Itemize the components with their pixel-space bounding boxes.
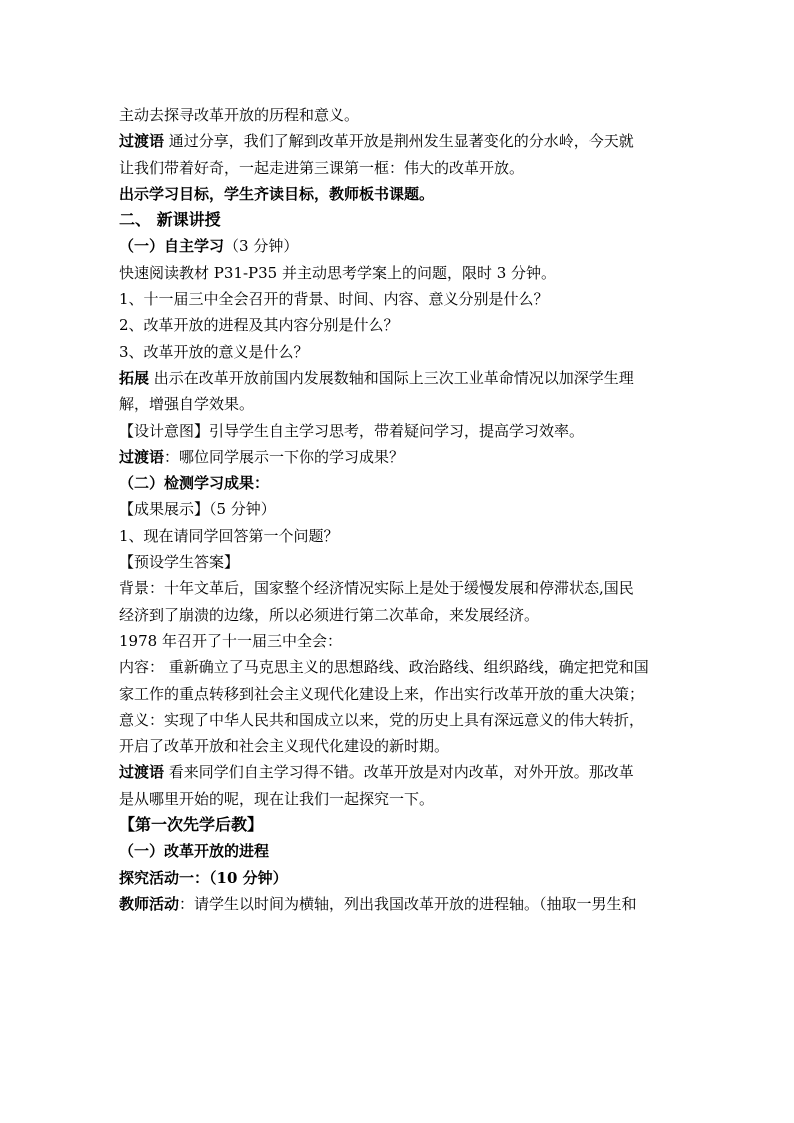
line-text: 家工作的重点转移到社会主义现代化建设上来，作出实行改革开放的重大决策； (119, 684, 645, 703)
text-line (119, 444, 679, 470)
text-line (119, 391, 679, 417)
subsection-label: （一）自主学习 (119, 237, 225, 256)
line-text: 背景：十年文革后，国家整个经济情况实际上是处于缓慢发展和停滞状态,国民 (119, 579, 634, 598)
line-text: ：请学生以时间为横轴，列出我国改革开放的进程轴。（抽取一男生和 (179, 894, 637, 913)
lesson-plan-text (119, 102, 679, 917)
text-line (119, 155, 679, 181)
line-text: （一）改革开放的进程 (119, 842, 270, 861)
text-line (119, 260, 679, 286)
line-text: 看来同学们自主学习得不错。改革开放是对内改革，对外开放。那改革 (168, 763, 634, 782)
subsection-heading (119, 233, 679, 259)
line-text: 【设计意图】引导学生自主学习思考，带着疑问学习，提高学习效率。 (119, 421, 585, 440)
line-text: 是从哪里开始的呢，现在让我们一起探究一下。 (119, 789, 435, 808)
line-text: ：哪位同学展示一下你的学习成果？ (164, 447, 405, 466)
question-item (119, 286, 679, 312)
text-line (119, 549, 679, 575)
line-text: 解，增强自学效果。 (119, 395, 255, 414)
line-text: 3、改革开放的意义是什么？ (119, 342, 309, 361)
question-item (119, 312, 679, 338)
line-text: 意义：实现了中华人民共和国成立以来，党的历史上具有深远意义的伟大转折， (119, 710, 645, 729)
text-line (119, 759, 679, 785)
line-text: （3 分钟） (224, 237, 299, 256)
line-text: 【第一次先学后教】 (119, 815, 264, 835)
text-line (119, 891, 679, 917)
line-text: 重新确立了马克思主义的思想路线、政治路线、组织路线，确定把党和国 (168, 658, 649, 677)
line-text: 【成果展示】（5 分钟） (119, 500, 276, 519)
text-line (119, 496, 679, 522)
line-text: 出示学习目标，学生齐读目标，教师板书课题。 (119, 184, 435, 203)
text-line (119, 102, 679, 128)
line-text: 快速阅读教材 P31-P35 并主动思考学案上的问题，限时 3 分钟。 (119, 263, 557, 282)
subsection-heading (119, 470, 679, 496)
design-intent (119, 418, 679, 444)
text-line (119, 628, 679, 654)
subsection-heading (119, 838, 679, 864)
line-text: （二）检测学习成果： (119, 474, 270, 493)
section-heading (119, 207, 679, 233)
text-line (119, 181, 679, 207)
line-text: 2、改革开放的进程及其内容分别是什么？ (119, 316, 399, 335)
text-line (119, 786, 679, 812)
text-line (119, 128, 679, 154)
teacher-activity-label: 教师活动 (119, 894, 180, 913)
transition-label: 过渡语 (119, 447, 165, 466)
line-text: 通过分享，我们了解到改革开放是荆州发生显著变化的分水岭，今天就 (168, 132, 634, 151)
line-text: （10 分钟） (209, 868, 288, 887)
text-line (119, 602, 679, 628)
text-line (119, 365, 679, 391)
question-item (119, 339, 679, 365)
line-text: 经济到了崩溃的边缘，所以必须进行第二次革命，来发展经济。 (119, 605, 540, 624)
extension-label: 拓展 (119, 368, 150, 387)
transition-label: 过渡语 (119, 763, 165, 782)
text-line (119, 575, 679, 601)
line-text: 二、 新课讲授 (119, 210, 221, 230)
transition-label: 过渡语 (119, 132, 165, 151)
text-line (119, 681, 679, 707)
text-line (119, 707, 679, 733)
line-text: 让我们带着好奇，一起走进第三课第一框：伟大的改革开放。 (119, 158, 525, 177)
question-item (119, 523, 679, 549)
section-heading (119, 812, 679, 838)
line-text: 1978 年召开了十一届三中全会： (119, 631, 342, 650)
line-text: 【预设学生答案】 (119, 553, 240, 572)
activity-heading (119, 865, 679, 891)
content-label: 内容 (119, 658, 150, 677)
line-text: 主动去探寻改革开放的历程和意义。 (119, 106, 360, 124)
activity-label: 探究活动一： (119, 868, 210, 887)
text-line (119, 733, 679, 759)
line-text: 开启了改革开放和社会主义现代化建设的新时期。 (119, 737, 450, 756)
text-line: 内容： 重新确立了马克思主义的思想路线、政治路线、组织路线，确定把党和国 (119, 658, 649, 677)
line-text: 1、十一届三中全会召开的背景、时间、内容、意义分别是什么？ (119, 290, 549, 309)
line-text: 1、现在请同学回答第一个问题？ (119, 526, 339, 545)
line-text: 出示在改革开放前国内发展数轴和国际上三次工业革命情况以加深学生理 (153, 368, 634, 387)
